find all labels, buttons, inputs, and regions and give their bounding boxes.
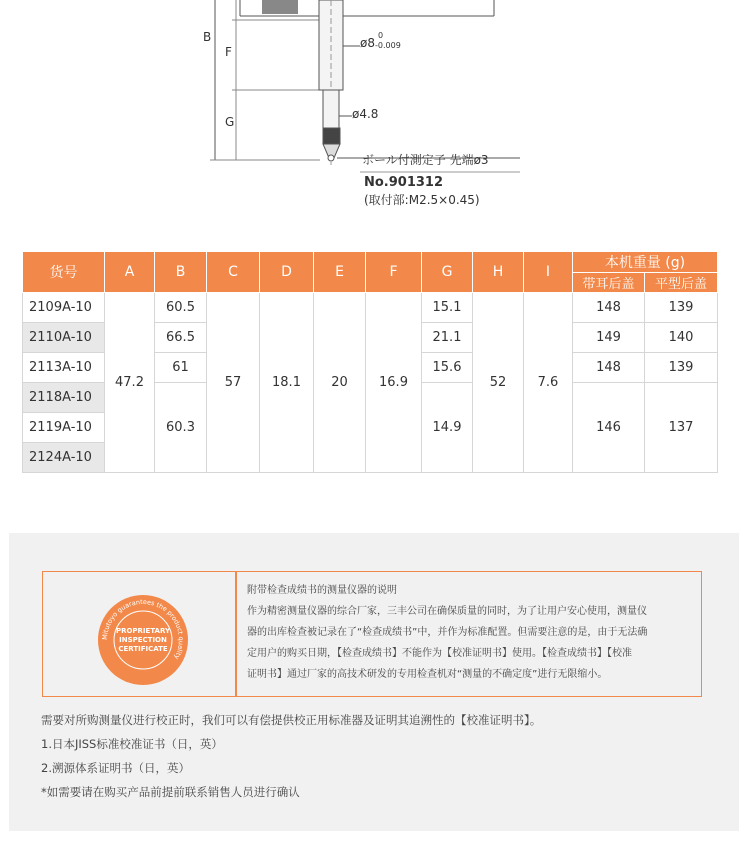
weight-flat-cell: 137 [645,383,718,473]
h-cell: 52 [473,293,524,473]
header-h: H [473,252,524,293]
certificate-text [247,580,692,685]
model-cell: 2110A-10 [23,323,105,353]
certificate-line: 器的出库检查被记录在了“检查成绩书”中，并作为标准配置。但需要注意的是，由于无法确 [247,627,648,638]
model-cell: 2109A-10 [23,293,105,323]
f-cell: 16.9 [366,293,422,473]
seal-line-2: INSPECTION [119,636,167,644]
d-cell: 18.1 [260,293,314,473]
g-cell: 21.1 [422,323,473,353]
seal-line-1: PROPRIETARY [115,627,171,635]
header-i: I [524,252,573,293]
weight-ear-cell: 149 [573,323,645,353]
header-weight-flat: 平型后盖 [645,273,718,293]
b-cell: 61 [155,353,207,383]
b-cell: 60.5 [155,293,207,323]
certificate-seal-icon [97,594,189,690]
contact-point-number: No.901312 [364,175,444,190]
model-cell: 2124A-10 [23,443,105,473]
dim-b-label: B [203,30,212,44]
spec-table [22,251,718,473]
stem-diameter-label: ø8 [360,36,375,50]
stem-tolerance-lower: -0.009 [375,41,401,50]
i-cell: 7.6 [524,293,573,473]
certificate-line: 作为精密测量仪器的综合厂家，三丰公司在确保质量的同时，为了让用户安心使用，测量仪 [247,606,647,617]
e-cell: 20 [314,293,366,473]
calibration-option-1: 1.日本JISS标准校准证书（日，英） [41,737,223,751]
calibration-option-2: 2.溯源体系证明书（日，英） [41,761,190,775]
header-model: 货号 [23,252,105,293]
contact-point-thread: (取付部:M2.5×0.45) [364,193,480,207]
header-weight-ear: 带耳后盖 [573,273,645,293]
certificate-line: 证明书】通过厂家的高技术研发的专用检查机对“测量的不确定度”进行无限缩小。 [247,669,608,680]
header-d: D [260,252,314,293]
seal-line-3: CERTIFICATE [118,645,168,653]
b-cell: 60.3 [155,383,207,473]
b-cell: 66.5 [155,323,207,353]
c-cell: 57 [207,293,260,473]
certificate-line: 定用户的购买日期，【检查成绩书】不能作为【校准证明书】使用。【检查成绩书】【校准 [247,648,632,659]
table-row [23,293,718,323]
info-panel [9,533,739,831]
stem-tolerance-upper: 0 [378,31,384,40]
certificate-divider [235,572,237,696]
weight-ear-cell: 148 [573,293,645,323]
calibration-note: 需要对所购测量仪进行校正时，我们可以有偿提供校正用标准器及证明其追溯性的【校准证明书】。 [41,713,542,727]
seal-ring-text: Mitutoyo guarantees the product quality [100,597,186,661]
header-b: B [155,252,207,293]
g-cell: 15.6 [422,353,473,383]
header-weight-group: 本机重量 (g) [573,252,718,273]
g-cell: 15.1 [422,293,473,323]
weight-flat-cell: 139 [645,293,718,323]
header-c: C [207,252,260,293]
header-e: E [314,252,366,293]
weight-ear-cell: 148 [573,353,645,383]
g-cell: 14.9 [422,383,473,473]
header-g: G [422,252,473,293]
weight-ear-cell: 146 [573,383,645,473]
weight-flat-cell: 139 [645,353,718,383]
model-cell: 2113A-10 [23,353,105,383]
technical-drawing [0,0,750,230]
contact-point-label: ボール付測定子 先端ø3 [362,153,489,167]
model-cell: 2118A-10 [23,383,105,413]
dim-g-label: G [225,115,235,129]
a-cell: 47.2 [105,293,155,473]
certificate-heading: 附带检查成绩书的测量仪器的说明 [247,585,397,596]
dim-f-label: F [225,45,232,59]
model-cell: 2119A-10 [23,413,105,443]
header-a: A [105,252,155,293]
contact-sales-note: *如需要请在购买产品前提前联系销售人员进行确认 [41,785,300,799]
tip-diameter-label: ø4.8 [352,107,379,121]
header-f: F [366,252,422,293]
certificate-box [42,571,702,697]
weight-flat-cell: 140 [645,323,718,353]
